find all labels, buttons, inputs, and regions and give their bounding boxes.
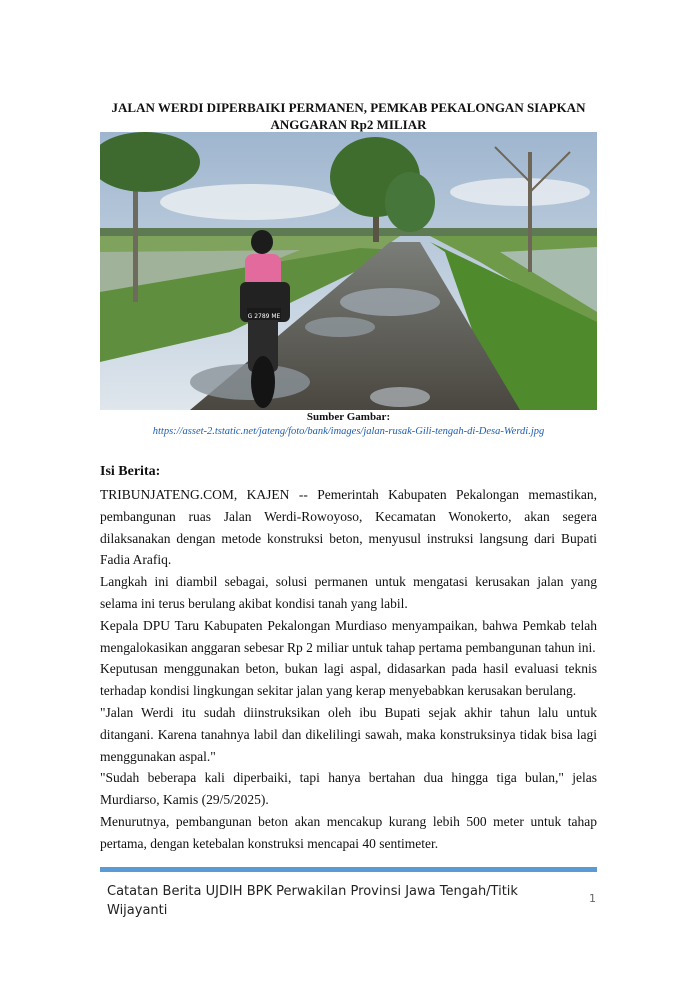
news-photo — [100, 132, 597, 410]
paragraph: Langkah ini diambil sebagai, solusi permanen untuk mengatasi kerusakan jalan yang selama ini terus berulang akibat kondisi tanah yang labil. — [100, 574, 597, 611]
license-plate: G 2789 ME — [247, 313, 281, 320]
section-heading: Isi Berita: — [100, 464, 161, 479]
paragraph: "Jalan Werdi itu sudah diinstruksikan oleh ibu Bupati sejak akhir tahun lalu untuk ditangani. Karena tanahnya labil dan dikelilingi sawah, maka konstruksinya tidak bisa lagi menggunakan aspal." — [100, 704, 597, 764]
paragraph: "Sudah beberapa kali diperbaiki, tapi hanya bertahan dua hingga tiga bulan," jelas Murdiarso, Kamis (29/5/2025). — [100, 770, 597, 808]
paragraph: Keputusan menggunakan beton, bukan lagi aspal, didasarkan pada hasil evaluasi teknis terhadap kondisi lingkungan sekitar jalan yang kerap menyebabkan kerusakan berulang. — [100, 661, 597, 699]
paragraph: Menurutnya, pembangunan beton akan mencakup kurang lebih 500 meter untuk tahap pertama, dengan ketebalan konstruksi mencapai 40 sentimeter. — [100, 813, 597, 851]
image-source-url[interactable]: https://asset-2.tstatic.net/jateng/foto/bank/images/jalan-rusak-Gili-tengah-di-Desa-Werdi.jpg — [152, 426, 545, 437]
image-source-label: Sumber Gambar: — [306, 411, 391, 423]
page-number: 1 — [589, 892, 596, 905]
paragraph: TRIBUNJATENG.COM, KAJEN -- Pemerintah Kabupaten Pekalongan memastikan, pembangunan ruas Jalan Werdi-Rowoyoso, Kecamatan Wonokerto, akan segera dilaksanakan dengan metode konstruksi beton, menyusul instruksi langsung dari Bupati Fadia Arafiq. — [100, 487, 597, 568]
document-title: JALAN WERDI DIPERBAIKI PERMANEN, PEMKAB PEKALONGAN SIAPKAN ANGGARAN Rp2 MILIAR — [111, 100, 586, 132]
footer-divider — [100, 867, 597, 872]
footer-text: Catatan Berita UJDIH BPK Perwakilan Provinsi Jawa Tengah/Titik Wijayanti — [107, 884, 518, 918]
paragraph: Kepala DPU Taru Kabupaten Pekalongan Murdiaso menyampaikan, bahwa Pemkab telah mengalokasikan anggaran sebesar Rp 2 miliar untuk tahap pertama pembangunan tahun ini. — [100, 617, 597, 655]
article-body — [100, 484, 597, 855]
